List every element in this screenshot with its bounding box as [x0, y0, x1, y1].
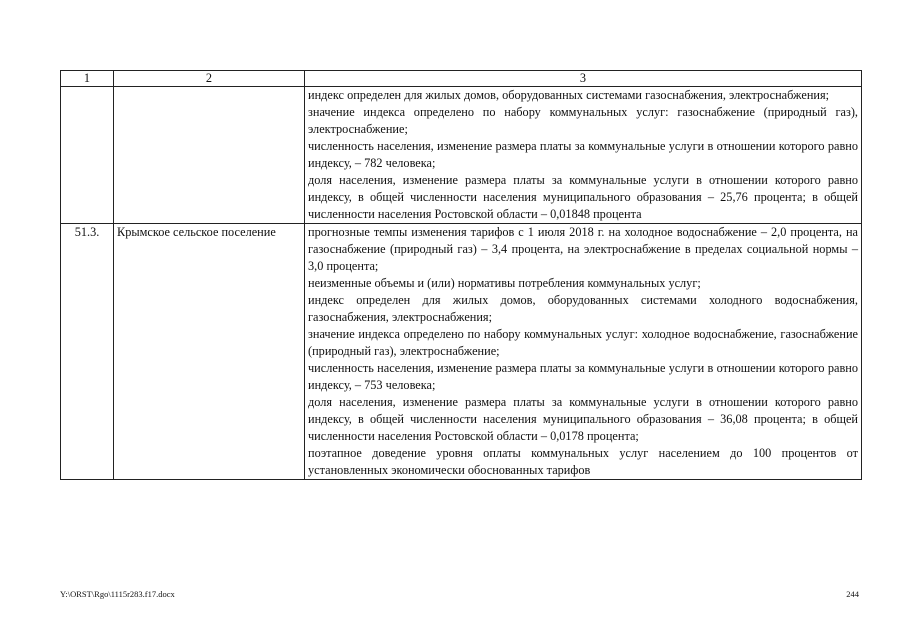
description-paragraph: численность населения, изменение размера платы за коммунальные услуги в отношении которого равно индексу, – 753 человека;	[308, 361, 858, 392]
column-header-3: 3	[305, 71, 862, 87]
footer-file-path: Y:\ORST\Rgo\1115r283.f17.docx	[60, 589, 175, 599]
column-header-1: 1	[61, 71, 114, 87]
description-paragraph: значение индекса определено по набору коммунальных услуг: холодное водоснабжение, газоснабжение (природный газ), электроснабжение;	[308, 327, 858, 358]
description-paragraph: значение индекса определено по набору коммунальных услуг: газоснабжение (природный газ), электроснабжение;	[308, 105, 858, 136]
description-paragraph: численность населения, изменение размера платы за коммунальные услуги в отношении которого равно индексу, – 782 человека;	[308, 139, 858, 170]
description-paragraph: доля населения, изменение размера платы за коммунальные услуги в отношении которого равно индексу, в общей численности населения муниципального образования – 25,76 процента; в общей численности населения Ростовской области – 0,01848 процента	[308, 173, 858, 221]
description-paragraph: индекс определен для жилых домов, оборудованных системами газоснабжения, электроснабжения;	[308, 88, 830, 102]
footer-page-number: 244	[846, 589, 859, 599]
row-number-cell	[61, 87, 114, 224]
description-cell	[305, 224, 862, 480]
settlement-name-cell: Крымское сельское поселение	[114, 224, 305, 480]
description-paragraph: прогнозные темпы изменения тарифов с 1 июля 2018 г. на холодное водоснабжение – 2,0 процента, на газоснабжение (природный газ) – 3,4 процента, на электроснабжение в пределах социальной нормы – 3,0 процента;	[308, 225, 858, 273]
settlement-name-cell	[114, 87, 305, 224]
row-number-cell: 51.3.	[61, 224, 114, 480]
description-cell	[305, 87, 862, 224]
column-header-2: 2	[114, 71, 305, 87]
description-paragraph: доля населения, изменение размера платы за коммунальные услуги в отношении которого равно индексу, в общей численности населения муниципального образования – 36,08 процента; в общей численности населения Ростовской области – 0,0178 процента;	[308, 395, 858, 443]
description-paragraph: поэтапное доведение уровня оплаты коммунальных услуг населением до 100 процентов от установленных экономически обоснованных тарифов	[308, 446, 858, 477]
description-paragraph: индекс определен для жилых домов, оборудованных системами холодного водоснабжения, газоснабжения, электроснабжения;	[308, 293, 858, 324]
document-table	[60, 70, 862, 480]
table-row	[61, 224, 862, 480]
table-row	[61, 87, 862, 224]
description-paragraph: неизменные объемы и (или) нормативы потребления коммунальных услуг;	[308, 276, 701, 290]
table-header-row	[61, 71, 862, 87]
